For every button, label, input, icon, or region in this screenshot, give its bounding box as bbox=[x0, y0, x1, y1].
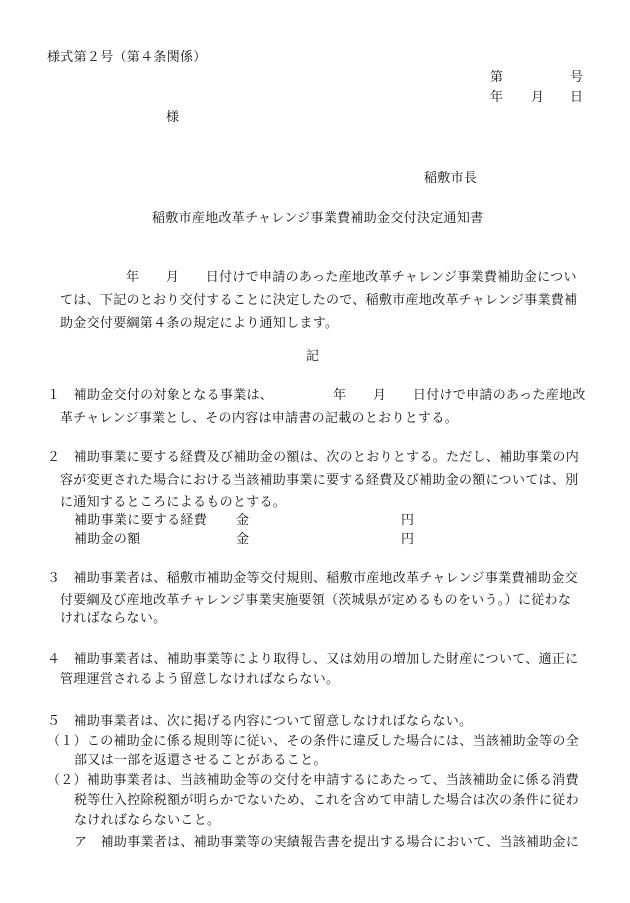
grant-label: 補助金の額 bbox=[74, 532, 141, 547]
number-dai: 第 bbox=[490, 70, 504, 85]
addressee-suffix: 様 bbox=[166, 110, 180, 125]
date-year: 年 bbox=[490, 90, 504, 105]
intro-line-2: ては、下記のとおり交付することに決定したので、稲敷市産地改革チャレンジ事業費補 bbox=[60, 293, 578, 308]
date-day: 日 bbox=[570, 90, 584, 105]
item5-sub2-line-1: （２）補助事業者は、当該補助金等の交付を申請するにあたって、当該補助金に係る消費 bbox=[47, 773, 579, 788]
ki-heading: 記 bbox=[306, 349, 320, 364]
item3-line-3: ければならない。 bbox=[60, 611, 167, 626]
item5-line-1: ５ 補助事業者は、次に掲げる内容について留意しなければならない。 bbox=[47, 714, 473, 729]
intro-line-3: 助金交付要綱第４条の規定により通知します。 bbox=[60, 316, 339, 331]
item3-line-2: 付要綱及び産地改革チャレンジ事業実施要領（茨城県が定めるものをいう。）に従わな bbox=[60, 593, 572, 608]
number-go: 号 bbox=[570, 70, 584, 85]
item1-line-2: 革チャレンジ事業とし、その内容は申請書の記載のとおりとする。 bbox=[60, 411, 458, 426]
item4-line-1: ４ 補助事業者は、補助事業等により取得し、又は効用の増加した財産について、適正に bbox=[47, 652, 579, 667]
expense-yen: 円 bbox=[401, 513, 415, 528]
expense-kin: 金 bbox=[236, 513, 250, 528]
item2-line-2: 容が変更された場合における当該補助事業に要する経費及び補助金の額については、別 bbox=[60, 473, 579, 488]
grant-kin: 金 bbox=[236, 532, 250, 547]
intro-line-1: 年 月 日付けで申請のあった産地改革チャレンジ事業費補助金につい bbox=[126, 270, 577, 285]
date-month: 月 bbox=[531, 90, 545, 105]
issuer: 稲敷市長 bbox=[424, 171, 478, 186]
item5-sub2-line-3: なければならないこと。 bbox=[74, 813, 221, 828]
item5-sub1-line-1: （１）この補助金に係る規則等に従い、その条件に違反した場合には、当該補助金等の全 bbox=[47, 734, 580, 749]
item4-line-2: 管理運営されるよう留意しなければならない。 bbox=[60, 672, 340, 687]
item5-sub2-line-2: 税等仕入控除税額が明らかでないため、これを含めて申請した場合は次の条件に従わ bbox=[74, 793, 579, 808]
form-label: 様式第２号（第４条関係） bbox=[47, 50, 207, 65]
document-title: 稲敷市産地改革チャレンジ事業費補助金交付決定通知書 bbox=[152, 211, 484, 226]
item5-sub2-a: ア 補助事業者は、補助事業等の実績報告書を提出する場合において、当該補助金に bbox=[74, 835, 580, 850]
expense-label: 補助事業に要する経費 bbox=[74, 513, 208, 528]
item2-line-1: ２ 補助事業に要する経費及び補助金の額は、次のとおりとする。ただし、補助事業の内 bbox=[47, 450, 580, 465]
item3-line-1: ３ 補助事業者は、稲敷市補助金等交付規則、稲敷市産地改革チャレンジ事業費補助金交 bbox=[47, 571, 578, 586]
item2-line-3: に通知するところによるものとする。 bbox=[60, 495, 287, 510]
item5-sub1-line-2: 部又は一部を返還させることがあること。 bbox=[74, 753, 327, 768]
grant-yen: 円 bbox=[401, 532, 415, 547]
item1-line-1: １ 補助金交付の対象となる事業は、 年 月 日付けで申請のあった産地改 bbox=[47, 388, 586, 403]
